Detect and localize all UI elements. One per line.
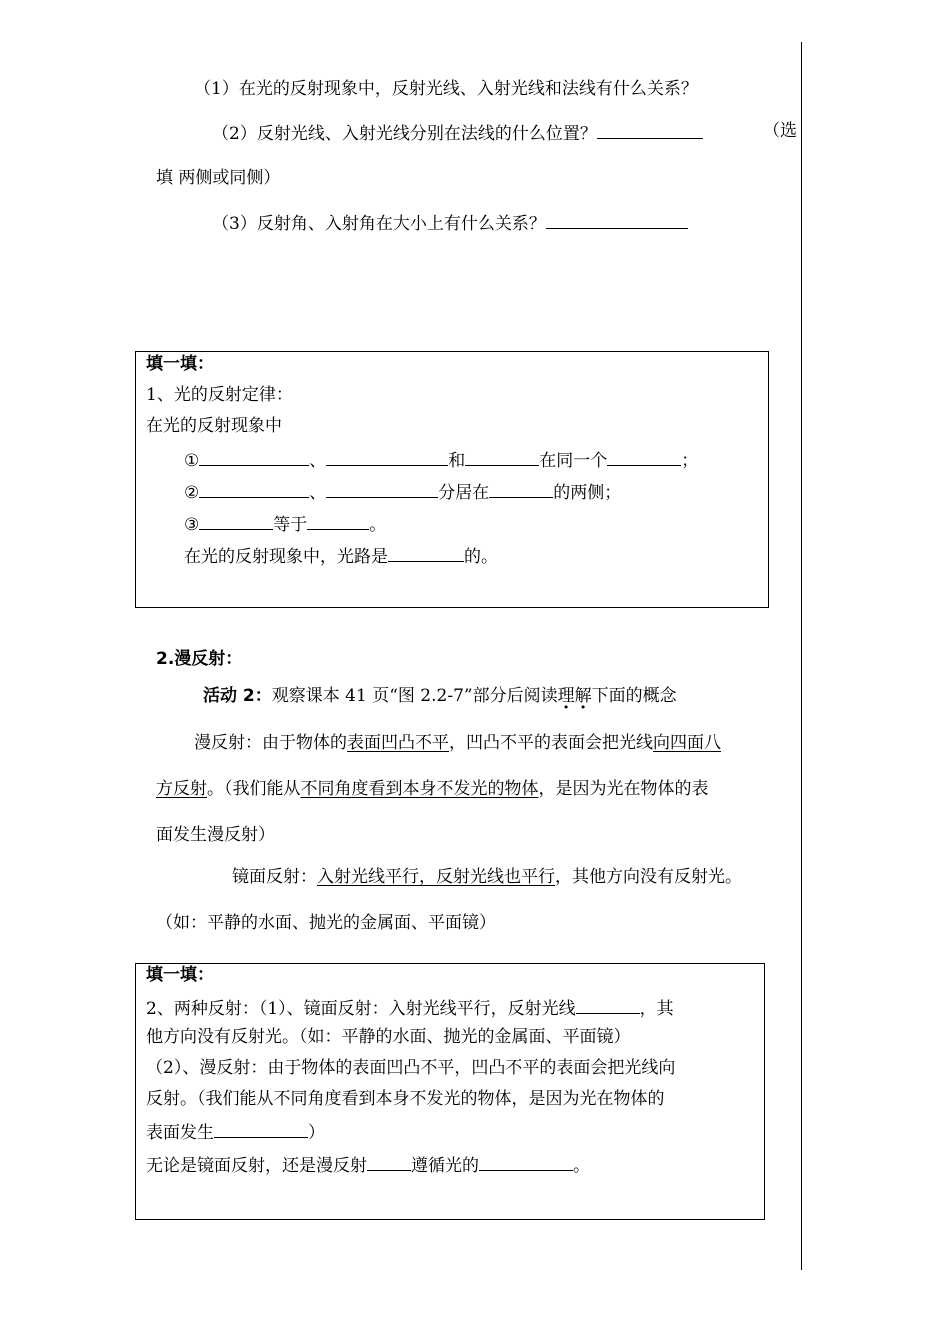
question-1: （1）在光的反射现象中，反射光线、入射光线和法线有什么关系？ [194, 79, 698, 99]
underlined-phrase: 方反射 [156, 779, 207, 799]
punctuation: 。 [369, 515, 387, 535]
box2-line-1 [146, 996, 674, 1019]
box1-item-1: 1、光的反射定律： [146, 385, 293, 405]
underlined-phrase: 不同角度看到本身不发光的物体 [300, 779, 539, 799]
box-title: 填一填： [146, 354, 214, 374]
question-3 [212, 211, 688, 234]
activity-text: 观察课本 41 页“图 2.2-7”部分后阅读 [271, 686, 558, 706]
answer-blank[interactable] [326, 448, 448, 466]
circled-number-1: ① [184, 451, 200, 471]
connector: 分居在 [438, 483, 490, 503]
answer-blank[interactable] [489, 480, 553, 498]
box1-row-4 [184, 544, 498, 567]
specular-examples: （如：平静的水面、抛光的金属面、平面镜） [156, 913, 496, 933]
question-2-text: （2）反射光线、入射光线分别在法线的什么位置？ [212, 124, 597, 144]
box2-line-2: 他方向没有反射光。（如：平静的水面、抛光的金属面、平面镜） [146, 1027, 631, 1047]
emphasis-char: 理 [557, 686, 575, 706]
answer-blank[interactable] [199, 448, 309, 466]
diffuse-text: 漫反射：由于物体的 [194, 733, 347, 753]
answer-blank[interactable] [479, 1153, 573, 1171]
right-margin-rule [801, 42, 802, 1270]
answer-blank[interactable] [307, 512, 369, 530]
fill-in-box-1 [135, 351, 769, 608]
question-3-text: （3）反射角、入射角在大小上有什么关系？ [212, 214, 546, 234]
activity-2 [203, 686, 677, 706]
diffuse-definition-line-1 [194, 733, 721, 753]
underlined-phrase: 表面凹凸不平 [347, 733, 449, 753]
activity-label: 活动 2： [203, 686, 272, 706]
box1-row-1 [184, 448, 698, 471]
question-2-continued: 填 两侧或同侧） [156, 168, 281, 188]
punctuation: 的。 [464, 547, 498, 567]
box1-row-2 [184, 480, 621, 503]
answer-blank[interactable] [597, 121, 703, 139]
connector: 等于 [273, 515, 308, 535]
section-2-heading: 2.漫反射： [156, 649, 243, 669]
question-2-tail: （选 [763, 121, 797, 141]
answer-blank[interactable] [546, 211, 688, 229]
circled-number-3: ③ [184, 515, 200, 535]
answer-blank[interactable] [326, 480, 438, 498]
question-2 [212, 121, 703, 144]
diffuse-text: ，是因为光在物体的表 [538, 779, 709, 799]
underlined-phrase: 入射光线平行，反射光线也平行 [317, 867, 555, 887]
box2-text: ） [308, 1123, 325, 1143]
diffuse-text: 。（我们能从 [207, 779, 301, 799]
answer-blank[interactable] [199, 480, 309, 498]
fill-in-box-2 [135, 963, 765, 1220]
answer-blank[interactable] [465, 448, 539, 466]
box-title: 填一填： [146, 965, 214, 985]
punctuation: ； [681, 451, 699, 471]
box2-text: ，其 [639, 999, 674, 1019]
box1-intro: 在光的反射现象中 [146, 416, 282, 436]
punctuation: 的两侧； [553, 483, 622, 503]
box2-text: 表面发生 [146, 1123, 214, 1143]
sentence: 在光的反射现象中，光路是 [184, 547, 388, 567]
diffuse-definition-line-3: 面发生漫反射） [156, 825, 275, 845]
box2-text: 2、两种反射：（1）、镜面反射：入射光线平行，反射光线 [146, 999, 576, 1019]
specular-text: 镜面反射： [232, 867, 317, 887]
box2-text: 无论是镜面反射，还是漫反射 [146, 1156, 367, 1176]
connector: 和 [448, 451, 466, 471]
box1-row-3 [184, 512, 386, 535]
diffuse-definition-line-2 [156, 779, 709, 799]
box2-line-6 [146, 1153, 590, 1176]
box2-line-3: （2）、漫反射：由于物体的表面凹凸不平，凹凸不平的表面会把光线向 [146, 1058, 676, 1078]
box2-text: 遵循光的 [411, 1156, 479, 1176]
answer-blank[interactable] [199, 512, 273, 530]
answer-blank[interactable] [367, 1153, 411, 1171]
specular-text: ，其他方向没有反射光。 [555, 867, 742, 887]
answer-blank[interactable] [214, 1120, 308, 1138]
diffuse-text: ，凹凸不平的表面会把光线 [449, 733, 653, 753]
box2-line-5 [146, 1120, 325, 1143]
circled-number-2: ② [184, 483, 200, 503]
connector: 在同一个 [539, 451, 608, 471]
underlined-phrase: 向四面八 [653, 733, 721, 753]
box2-line-4: 反射。（我们能从不同角度看到本身不发光的物体，是因为光在物体的 [146, 1089, 665, 1109]
emphasis-char: 解 [574, 686, 592, 706]
answer-blank[interactable] [576, 996, 640, 1014]
separator: 、 [309, 483, 327, 503]
answer-blank[interactable] [607, 448, 681, 466]
specular-definition [232, 867, 742, 887]
separator: 、 [309, 451, 327, 471]
answer-blank[interactable] [388, 544, 464, 562]
activity-text: 下面的概念 [591, 686, 677, 706]
box2-text: 。 [573, 1156, 590, 1176]
